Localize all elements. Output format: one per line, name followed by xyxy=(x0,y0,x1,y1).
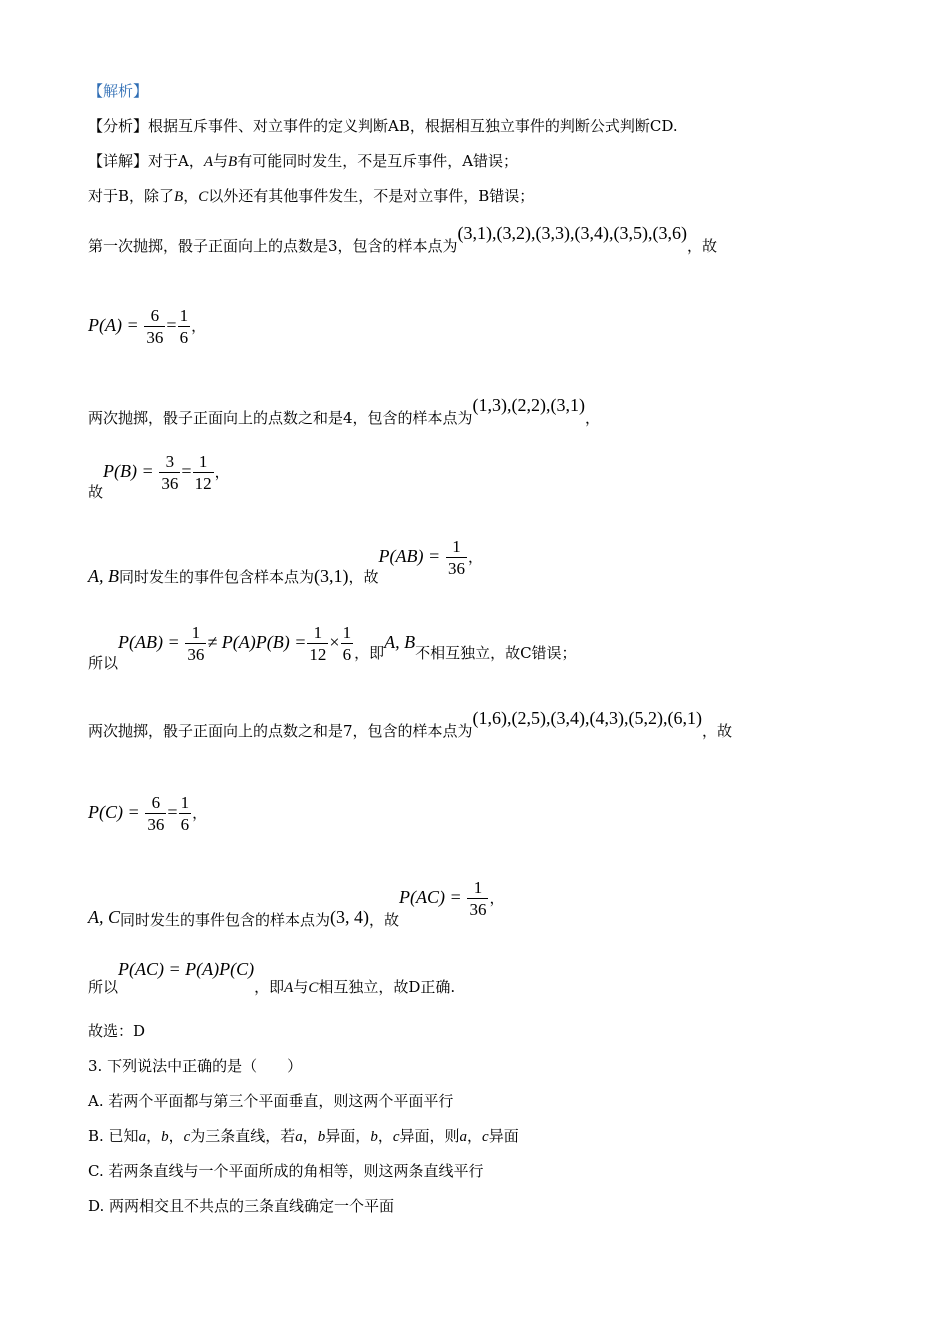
denominator: 36 xyxy=(447,558,465,578)
sample-points-c: (1,6),(2,5),(3,4),(4,3),(5,2),(6,1) xyxy=(472,708,702,728)
text: ， xyxy=(214,462,230,481)
var: c xyxy=(183,1129,191,1145)
text: 以外还有其他事件发生，不是对立事件，B错误； xyxy=(208,187,535,205)
equals: = xyxy=(166,314,177,335)
detail-line-7 xyxy=(88,708,732,740)
var: a xyxy=(295,1129,303,1145)
equation-pb xyxy=(88,452,230,501)
text: 同时发生的事件包含的样本点为 xyxy=(120,910,331,929)
var: a xyxy=(459,1129,468,1145)
var-b: B xyxy=(174,189,184,205)
var-c: C xyxy=(198,189,209,205)
inequality: ≠ P(A)P(B) = xyxy=(207,631,307,652)
text: 对于B，除了 xyxy=(88,187,175,205)
text: ， xyxy=(377,1127,393,1145)
math-ab: A, B xyxy=(88,565,119,586)
numerator: 1 xyxy=(307,624,328,644)
detail-line-4 xyxy=(88,395,601,427)
text: ， xyxy=(146,1127,162,1145)
text: ，故 xyxy=(701,722,732,740)
lhs: P(C) = xyxy=(88,801,140,822)
sample-points-b: (1,3),(2,2),(3,1) xyxy=(472,395,586,415)
fraction xyxy=(446,538,467,578)
text: 两次抛掷，骰子正面向上的点数之和是4，包含的样本点为 xyxy=(88,409,473,427)
math-ab: A, B xyxy=(384,631,416,652)
text: ，即 xyxy=(354,643,385,662)
text: ， xyxy=(585,409,601,427)
fraction xyxy=(341,624,354,664)
text: 异面，则 xyxy=(399,1127,460,1145)
text: ， xyxy=(302,1127,318,1145)
lhs: P(AC) = xyxy=(399,886,462,907)
denominator: 36 xyxy=(146,327,164,347)
text: 异面 xyxy=(488,1127,519,1145)
text: 为三条直线，若 xyxy=(190,1127,296,1145)
text: 有可能同时发生，不是互斥事件，A错误； xyxy=(237,152,519,170)
question-3-stem: 3. 下列说法中正确的是（ ） xyxy=(88,1057,303,1075)
numerator: 1 xyxy=(342,623,352,642)
var-c: C xyxy=(308,980,319,996)
text: ，即 xyxy=(254,978,285,996)
equation-pa xyxy=(88,307,206,347)
analysis-line xyxy=(88,119,678,134)
fraction xyxy=(144,307,165,347)
fraction xyxy=(185,624,206,664)
denominator: 36 xyxy=(187,644,205,664)
detail-line-1 xyxy=(88,154,518,170)
fraction xyxy=(193,453,214,493)
text: ， xyxy=(168,1127,184,1145)
detail-line-9 xyxy=(88,959,456,996)
analysis-label: 【分析】 xyxy=(88,117,149,135)
fraction xyxy=(467,879,488,919)
text: 与 xyxy=(293,978,309,996)
numerator: 1 xyxy=(446,538,467,558)
text: ， xyxy=(192,803,208,822)
denominator: 12 xyxy=(194,473,212,493)
equals: = xyxy=(167,801,178,822)
numerator: 1 xyxy=(179,306,189,325)
numerator: 6 xyxy=(144,307,165,327)
text: 故 xyxy=(88,482,104,501)
var: c xyxy=(392,1129,400,1145)
option-b xyxy=(88,1129,519,1145)
lhs: P(B) = xyxy=(103,460,154,481)
detail-line-3 xyxy=(88,223,717,255)
denominator: 6 xyxy=(342,644,352,664)
section-label: 【解析】 xyxy=(88,82,149,100)
text: 异面， xyxy=(325,1127,371,1145)
lhs: P(AB) = xyxy=(118,631,180,652)
numerator: 1 xyxy=(467,879,488,899)
text: ， xyxy=(467,547,483,566)
detail-line-2 xyxy=(88,189,534,205)
sample-points-a: (3,1),(3,2),(3,3),(3,4),(3,5),(3,6) xyxy=(457,223,687,243)
option-d: D. 两两相交且不共点的三条直线确定一个平面 xyxy=(88,1197,395,1215)
text: 与 xyxy=(213,152,229,170)
var: b xyxy=(317,1129,326,1145)
var-b: B xyxy=(228,154,238,170)
equation-pc xyxy=(88,794,207,834)
var: b xyxy=(161,1129,169,1145)
denominator: 36 xyxy=(161,473,179,493)
denominator: 36 xyxy=(469,899,487,919)
denominator: 6 xyxy=(180,814,190,834)
text: ， xyxy=(191,316,207,335)
text: ， xyxy=(489,888,505,907)
math-ac: A, C xyxy=(88,906,121,927)
answer-line: 故选：D xyxy=(88,1022,146,1040)
numerator: 1 xyxy=(193,453,214,473)
text: ， xyxy=(183,187,199,205)
sample-point: (3, 4) xyxy=(330,906,370,927)
text: B. 已知 xyxy=(88,1127,139,1145)
equals: = xyxy=(181,460,192,481)
detail-line-6 xyxy=(88,623,577,672)
numerator: 1 xyxy=(185,624,206,644)
detail-label: 【详解】 xyxy=(88,152,149,170)
text: 对于A， xyxy=(148,152,204,170)
var: c xyxy=(482,1129,489,1145)
times: × xyxy=(329,631,340,652)
option-a: A. 若两个平面都与第三个平面垂直，则这两个平面平行 xyxy=(88,1092,454,1110)
text: ，故 xyxy=(348,567,379,586)
denominator: 36 xyxy=(147,814,165,834)
option-c: C. 若两条直线与一个平面所成的角相等，则这两条直线平行 xyxy=(88,1162,484,1180)
numerator: 6 xyxy=(145,794,166,814)
detail-line-5 xyxy=(88,537,483,586)
text: 所以 xyxy=(88,978,119,996)
text: ，故 xyxy=(369,910,400,929)
denominator: 6 xyxy=(179,327,189,347)
fraction xyxy=(159,453,180,493)
var-a: A xyxy=(203,154,214,170)
text: 相互独立，故D正确. xyxy=(318,978,456,996)
var: b xyxy=(370,1129,378,1145)
text: ， xyxy=(467,1127,483,1145)
numerator: 1 xyxy=(180,793,190,812)
numerator: 3 xyxy=(159,453,180,473)
analysis-text: 根据互斥事件、对立事件的定义判断AB，根据相互独立事件的判断公式判断CD. xyxy=(148,117,678,135)
detail-line-8 xyxy=(88,878,505,929)
denominator: 12 xyxy=(309,644,327,664)
var: a xyxy=(138,1129,147,1145)
text: 同时发生的事件包含样本点为 xyxy=(119,567,315,586)
text: 所以 xyxy=(88,653,119,672)
fraction xyxy=(179,794,192,834)
lhs: P(AB) = xyxy=(378,545,441,566)
fraction xyxy=(307,624,328,664)
text: 两次抛掷，骰子正面向上的点数之和是7，包含的样本点为 xyxy=(88,722,473,740)
text: ，故 xyxy=(686,237,717,255)
math-independence: P(AC) = P(A)P(C) xyxy=(118,959,255,979)
text: 不相互独立，故C错误； xyxy=(415,643,577,662)
var-a: A xyxy=(284,980,294,996)
fraction xyxy=(178,307,191,347)
text: 第一次抛掷，骰子正面向上的点数是3，包含的样本点为 xyxy=(88,237,458,255)
lhs: P(A) = xyxy=(88,314,139,335)
sample-point: (3,1) xyxy=(314,565,349,586)
fraction xyxy=(145,794,166,834)
